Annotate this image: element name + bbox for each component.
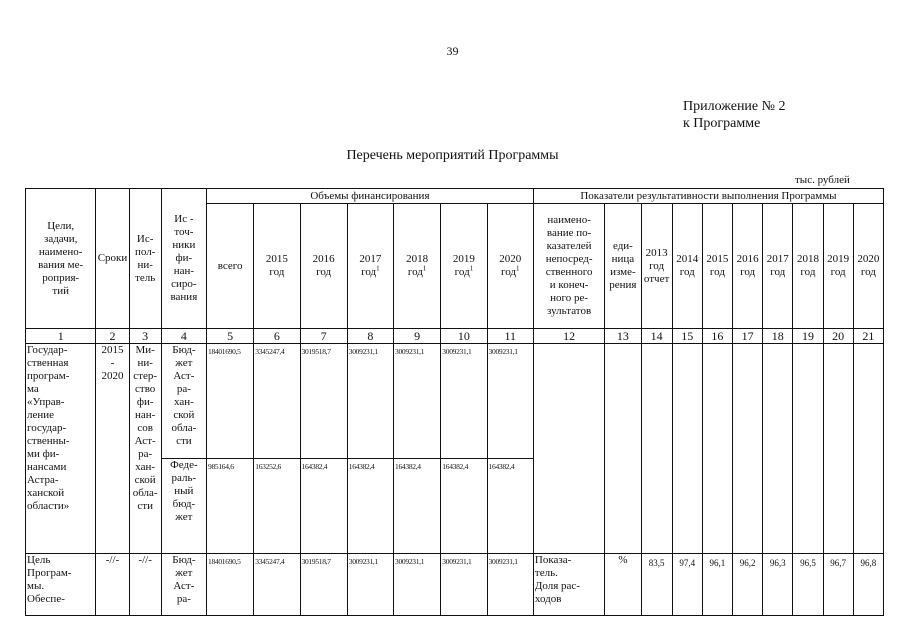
- header-year-2018: 2018 год$^1$: [394, 204, 441, 329]
- goal-executor: -//-: [129, 554, 161, 616]
- units-label: тыс. рублей: [795, 174, 850, 186]
- goal-period: -//-: [96, 554, 129, 616]
- value-2015: 3345247,4: [254, 554, 300, 616]
- value-2015: 3345247,4: [254, 344, 300, 459]
- value-2018: 164382,4: [394, 459, 441, 554]
- header-ind-2019: 2019 год: [823, 204, 853, 329]
- empty-cell: [823, 344, 853, 554]
- indicator-2017: 96,3: [763, 554, 793, 616]
- header-total: всего: [207, 204, 254, 329]
- funding-source-federal: Феде- раль- ный бюд- жет: [161, 459, 206, 554]
- value-2018: 3009231,1: [394, 344, 441, 459]
- column-number: 15: [672, 329, 702, 344]
- value-2015: 163252,6: [254, 459, 300, 554]
- goal-source: Бюд- жет Аст- ра-: [161, 554, 206, 616]
- empty-cell: [733, 344, 763, 554]
- header-executor: Ис- пол- ни- тель: [129, 189, 161, 329]
- column-number: 7: [300, 329, 347, 344]
- column-number: 6: [254, 329, 300, 344]
- value-2017: 3009231,1: [347, 554, 393, 616]
- value-2018: 3009231,1: [394, 554, 441, 616]
- column-number: 9: [394, 329, 441, 344]
- header-unit: еди- ница изме- рения: [605, 204, 641, 329]
- footnote-mark: 1: [515, 264, 520, 273]
- column-number: 13: [605, 329, 641, 344]
- column-number: 11: [487, 329, 533, 344]
- column-number: 10: [441, 329, 487, 344]
- header-ind-2015: 2015 год: [702, 204, 732, 329]
- value-2020: 164382,4: [487, 459, 533, 554]
- indicator-2014: 97,4: [672, 554, 702, 616]
- column-numbers-row: [26, 329, 884, 344]
- column-number: 20: [823, 329, 853, 344]
- header-ind-2017: 2017 год: [763, 204, 793, 329]
- measures-table: [25, 188, 884, 616]
- appendix-label: [683, 98, 786, 132]
- empty-cell: [793, 344, 823, 554]
- page-number: 39: [446, 44, 459, 58]
- empty-cell: [763, 344, 793, 554]
- footnote-mark: 1: [469, 264, 474, 273]
- header-year-2015: 2015 год: [254, 204, 300, 329]
- value-2019: 164382,4: [441, 459, 487, 554]
- value-2020: 3009231,1: [487, 344, 533, 459]
- empty-cell: [853, 344, 883, 554]
- column-number: 18: [763, 329, 793, 344]
- indicator-2016: 96,2: [733, 554, 763, 616]
- indicator-2015: 96,1: [702, 554, 732, 616]
- column-number: 1: [26, 329, 96, 344]
- header-period: Сроки: [96, 189, 129, 329]
- table-row: [26, 554, 884, 616]
- value-total: 18401690,5: [207, 554, 254, 616]
- header-year-2020: 2020 год$^1$: [487, 204, 533, 329]
- column-number: 12: [533, 329, 604, 344]
- header-ind-2020: 2020 год: [853, 204, 883, 329]
- header-financing-group: Объемы финансирования: [207, 189, 534, 204]
- indicator-name: Показа- тель. Доля рас- ходов: [533, 554, 604, 616]
- indicator-2019: 96,7: [823, 554, 853, 616]
- header-year-2017: 2017 год$^1$: [347, 204, 393, 329]
- header-indicators-group: Показатели результативности выполнения Программы: [533, 189, 883, 204]
- value-total: 18401690,5: [207, 344, 254, 459]
- value-2017: 3009231,1: [347, 344, 393, 459]
- value-total: 985164,6: [207, 459, 254, 554]
- table-row: [26, 344, 884, 459]
- column-number: 21: [853, 329, 883, 344]
- funding-source-regional: Бюд- жет Аст- ра- хан- ской обла- сти: [161, 344, 206, 459]
- empty-cell: [641, 344, 672, 554]
- appendix-line-2: к Программе: [683, 116, 761, 131]
- indicator-2018: 96,5: [793, 554, 823, 616]
- empty-cell: [672, 344, 702, 554]
- header-year-2019: 2019 год$^1$: [441, 204, 487, 329]
- footnote-mark: 1: [422, 264, 427, 273]
- value-2016: 164382,4: [300, 459, 347, 554]
- column-number: 3: [129, 329, 161, 344]
- document-title: Перечень мероприятий Программы: [346, 148, 559, 163]
- value-2020: 3009231,1: [487, 554, 533, 616]
- column-number: 2: [96, 329, 129, 344]
- column-number: 17: [733, 329, 763, 344]
- column-number: 16: [702, 329, 732, 344]
- header-ind-2018: 2018 год: [793, 204, 823, 329]
- empty-cell: [605, 344, 641, 554]
- header-year-2016: 2016 год: [300, 204, 347, 329]
- column-number: 4: [161, 329, 206, 344]
- header-sources: Ис - точ- ники фи- нан- сиро- вания: [161, 189, 206, 329]
- empty-cell: [702, 344, 732, 554]
- value-2017: 164382,4: [347, 459, 393, 554]
- goal-name: Цель Програм- мы. Обеспе-: [26, 554, 96, 616]
- column-number: 14: [641, 329, 672, 344]
- header-goals: Цели, задачи, наимено- вания ме- роприя- тий: [26, 189, 96, 329]
- program-name: Государ- ственная програм- ма «Управ- ление государ- ственны- ми фи- нансами Астра- ханской области»: [26, 344, 96, 554]
- header-ind-2013: 2013 год отчет: [641, 204, 672, 329]
- footnote-mark: 1: [376, 264, 380, 273]
- column-number: 5: [207, 329, 254, 344]
- column-number: 8: [347, 329, 393, 344]
- appendix-line-1: Приложение № 2: [683, 99, 786, 114]
- value-2016: 3019518,7: [300, 344, 347, 459]
- value-2019: 3009231,1: [441, 344, 487, 459]
- indicator-unit: %: [605, 554, 641, 616]
- header-indicator-name: наимено- вание по- казателей непосред- ственного и конеч- ного ре- зультатов: [533, 204, 604, 329]
- header-ind-2014: 2014 год: [672, 204, 702, 329]
- value-2016: 3019518,7: [300, 554, 347, 616]
- program-period: 2015 - 2020: [96, 344, 129, 554]
- column-number: 19: [793, 329, 823, 344]
- value-2019: 3009231,1: [441, 554, 487, 616]
- header-ind-2016: 2016 год: [733, 204, 763, 329]
- indicator-2020: 96,8: [853, 554, 883, 616]
- empty-cell: [533, 344, 604, 554]
- program-executor: Ми- ни- стер- ство фи- нан- сов Аст- ра- хан- ской обла- сти: [129, 344, 161, 554]
- indicator-2013: 83,5: [641, 554, 672, 616]
